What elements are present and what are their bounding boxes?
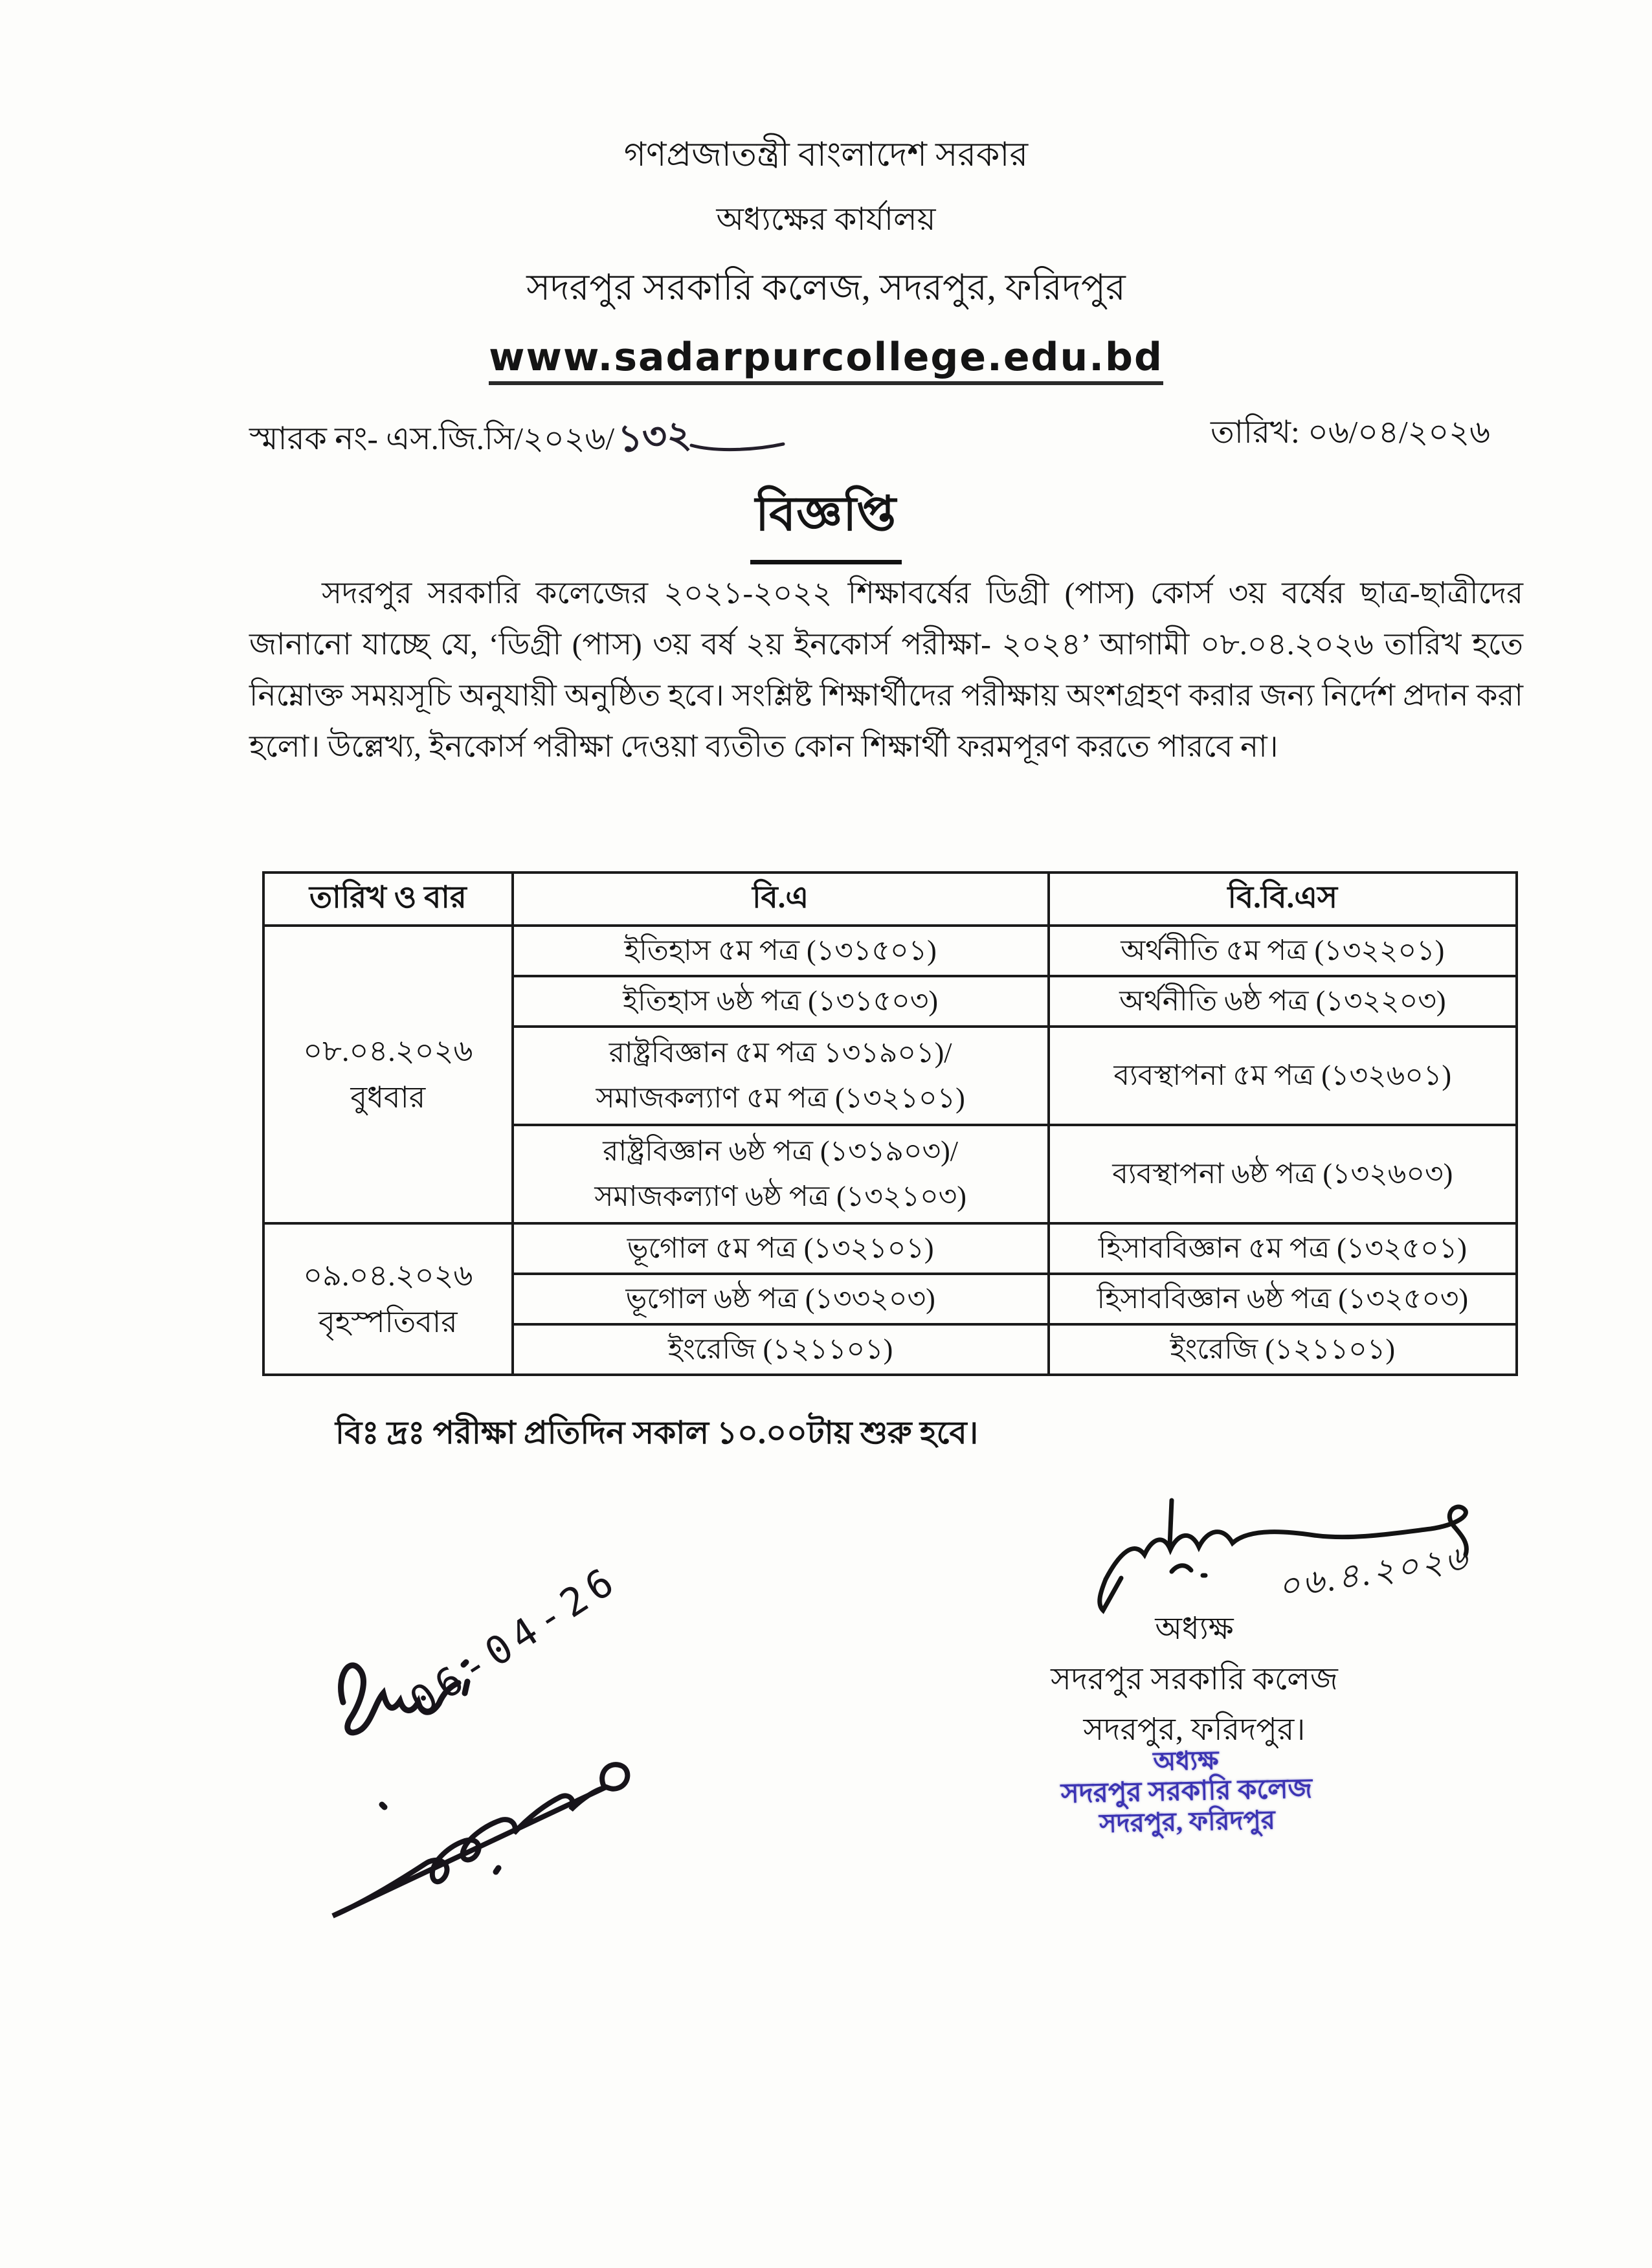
signatory-designation: অধ্যক্ষ (1155, 1612, 1234, 1646)
bbs-subject-cell: ইংরেজি (১২১১০১) (1049, 1324, 1517, 1375)
memo-number (249, 408, 786, 471)
signatory-block (1045, 1604, 1343, 1755)
table-row (263, 1223, 1517, 1274)
exam-day: বুধবার (350, 1081, 426, 1114)
bbs-subject-cell: অর্থনীতি ৬ষ্ঠ পত্র (১৩২২০৩) (1049, 976, 1517, 1027)
notice-title: বিজ্ঞপ্তি (750, 478, 902, 564)
college-name: সদরপুর সরকারি কলেজ, সদরপুর, ফরিদপুর (526, 268, 1126, 308)
stamp-college: সদরপুর সরকারি কলেজ (1060, 1773, 1313, 1810)
table-row (263, 926, 1517, 976)
bbs-subject-cell: অর্থনীতি ৫ম পত্র (১৩২২০১) (1049, 926, 1517, 976)
signature-handwritten-date: ০৬.৪.২০২৬ (1275, 1539, 1473, 1606)
bbs-subject-cell: হিসাববিজ্ঞান ৫ম পত্র (১৩২৫০১) (1049, 1223, 1517, 1274)
ba-subject-cell: ভূগোল ৫ম পত্র (১৩২১০১) (513, 1223, 1049, 1274)
government-name: গণপ্রজাতন্ত্রী বাংলাদেশ সরকার (623, 137, 1029, 173)
memo-row (249, 408, 1490, 471)
signatory-address: সদরপুর, ফরিদপুর। (1083, 1713, 1306, 1747)
memo-number-handwritten: ১৩২ (616, 413, 693, 460)
stamp-designation: অধ্যক্ষ (1152, 1745, 1219, 1777)
bbs-subject-cell: ব্যবস্থাপনা ৬ষ্ঠ পত্র (১৩২৬০৩) (1049, 1125, 1517, 1223)
ba-subject-cell: ইতিহাস ৫ম পত্র (১৩১৫০১) (513, 926, 1049, 976)
exam-date: ০৯.০৪.২০২৬ (303, 1259, 473, 1292)
table-header-row (263, 873, 1517, 926)
column-header-bbs: বি.বি.এস (1049, 873, 1517, 926)
column-header-ba: বি.এ (513, 873, 1049, 926)
letterhead (0, 128, 1652, 385)
handwritten-annotation-scribble (304, 1579, 835, 1942)
title-wrap (0, 478, 1652, 564)
ba-subject-cell: ভূগোল ৬ষ্ঠ পত্র (১৩৩২০৩) (513, 1274, 1049, 1324)
college-website: www.sadarpurcollege.edu.bd (489, 335, 1163, 385)
memo-number-label: স্মারক নং- এস.জি.সি/২০২৬/ (249, 421, 615, 456)
office-name: অধ্যক্ষের কার্যালয় (716, 201, 936, 237)
bbs-subject-cell: ব্যবস্থাপনা ৫ম পত্র (১৩২৬০১) (1049, 1027, 1517, 1125)
annotation-handwritten-date: 06-04-26 (401, 1556, 627, 1725)
nb-note: বিঃ দ্রঃ পরীক্ষা প্রতিদিন সকাল ১০.০০টায় শুরু হবে। (335, 1415, 979, 1451)
pen-flourish-stroke (689, 428, 786, 454)
ba-subject-cell: রাষ্ট্রবিজ্ঞান ৬ষ্ঠ পত্র (১৩১৯০৩)/ সমাজকল্যাণ ৬ষ্ঠ পত্র (১৩২১০৩) (513, 1125, 1049, 1223)
date-cell-first (263, 926, 513, 1223)
exam-schedule-table (262, 871, 1518, 1376)
ba-subject-cell: ইংরেজি (১২১১০১) (513, 1324, 1049, 1375)
date-cell-second (263, 1223, 513, 1375)
exam-day: বৃহস্পতিবার (318, 1306, 458, 1339)
signatory-college: সদরপুর সরকারি কলেজ (1051, 1662, 1338, 1696)
ba-subject-cell: রাষ্ট্রবিজ্ঞান ৫ম পত্র ১৩১৯০১)/ সমাজকল্যাণ ৫ম পত্র (১৩২১০১) (513, 1027, 1049, 1125)
notice-body: সদরপুর সরকারি কলেজের ২০২১-২০২২ শিক্ষাবর্ষের ডিগ্রী (পাস) কোর্স ৩য় বর্ষের ছাত্র-ছাত্রীদের জানানো যাচ্ছে যে, ‘ডিগ্রী (পাস) ৩য় বর্ষ ২য় ইনকোর্স পরীক্ষা- ২০২৪’ আগামী ০৮.০৪.২০২৬ তারিখ হতে নিম্নোক্ত সময়সূচি অনুযায়ী অনুষ্ঠিত হবে। সংশ্লিষ্ট শিক্ষার্থীদের পরীক্ষায় অংশগ্রহণ করার জন্য নির্দেশ প্রদান করা হলো। উল্লেখ্য, ইনকোর্স পরীক্ষা দেওয়া ব্যতীত কোন শিক্ষার্থী ফরমপূরণ করতে পারবে না। (249, 577, 1523, 764)
column-header-date: তারিখ ও বার (263, 873, 513, 926)
bbs-subject-cell: হিসাববিজ্ঞান ৬ষ্ঠ পত্র (১৩২৫০৩) (1049, 1274, 1517, 1324)
ba-subject-cell: ইতিহাস ৬ষ্ঠ পত্র (১৩১৫০৩) (513, 976, 1049, 1027)
stamp-address: সদরপুর, ফরিদপুর (1099, 1805, 1276, 1838)
office-stamp (1047, 1744, 1327, 1840)
exam-date: ০৮.০৪.২০২৬ (303, 1034, 473, 1067)
memo-date: তারিখ: ০৬/০৪/২০২৬ (1210, 414, 1490, 450)
